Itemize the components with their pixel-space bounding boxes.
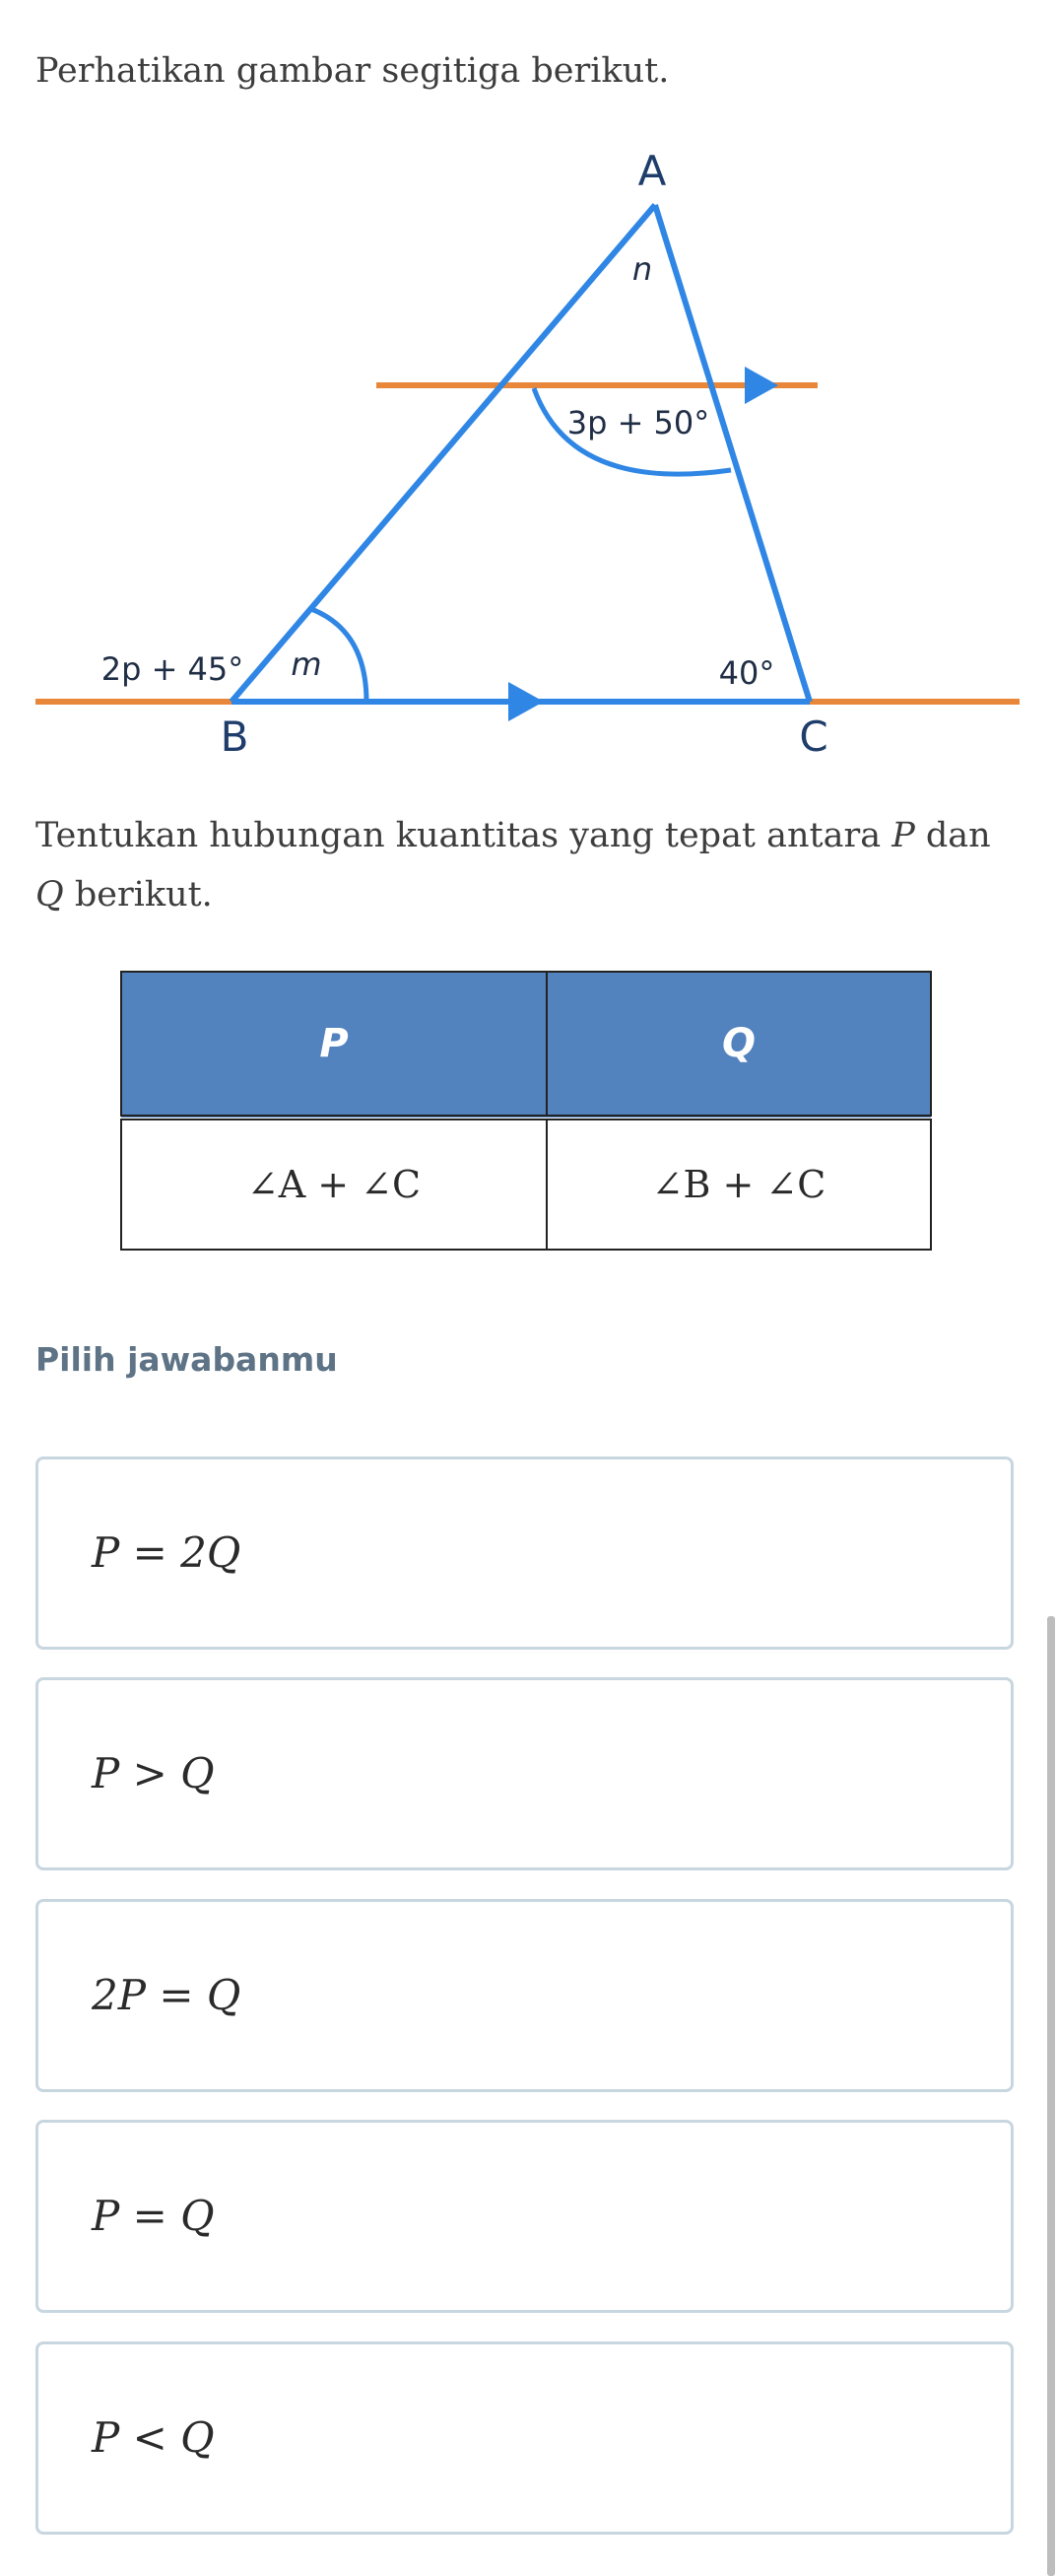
header-p: P <box>121 972 547 1118</box>
answer-option-1[interactable] <box>35 1457 1014 1650</box>
angle-m-label: m <box>291 645 322 683</box>
vertex-b-label: B <box>220 712 249 761</box>
intro-text: Perhatikan gambar segitiga berikut. <box>35 51 670 91</box>
vertex-c-label: C <box>799 712 828 761</box>
cell-q: ∠B + ∠C <box>547 1118 931 1250</box>
choose-answer-label: Pilih jawabanmu <box>35 1340 338 1379</box>
answer-option-4-text: P = Q <box>92 2192 215 2240</box>
scrollbar[interactable] <box>1047 1616 1055 2576</box>
angle-c-label: 40° <box>718 654 775 692</box>
triangle-figure <box>0 128 1057 779</box>
answer-option-5-text: P < Q <box>92 2413 215 2462</box>
answer-option-3[interactable] <box>35 1899 1014 2092</box>
question-part-2: dan <box>914 816 991 855</box>
answer-option-3-text: 2P = Q <box>92 1971 241 2019</box>
question-part-3: berikut. <box>63 875 213 915</box>
angle-b-ext-label: 2p + 45° <box>100 650 244 688</box>
table-header-row <box>121 972 931 1118</box>
var-p: P <box>892 816 915 855</box>
cell-p: ∠A + ∠C <box>121 1118 547 1250</box>
answer-option-1-text: P = 2Q <box>92 1528 241 1577</box>
comparison-table <box>120 971 932 1251</box>
angle-n-label: n <box>631 250 653 288</box>
table-row <box>121 1118 931 1250</box>
answer-option-2[interactable] <box>35 1677 1014 1870</box>
header-q: Q <box>547 972 931 1118</box>
vertex-a-label: A <box>637 147 667 195</box>
side-ac <box>655 205 810 702</box>
top-line-arrow <box>745 367 778 404</box>
question-part-1: Tentukan hubungan kuantitas yang tepat antara <box>35 816 892 855</box>
var-q: Q <box>35 875 64 915</box>
answer-option-4[interactable] <box>35 2120 1014 2313</box>
question-text <box>35 806 1030 924</box>
angle-top-label: 3p + 50° <box>566 404 710 441</box>
bottom-line-arrow <box>508 682 544 721</box>
answer-option-5[interactable] <box>35 2341 1014 2535</box>
answer-option-2-text: P > Q <box>92 1749 215 1797</box>
